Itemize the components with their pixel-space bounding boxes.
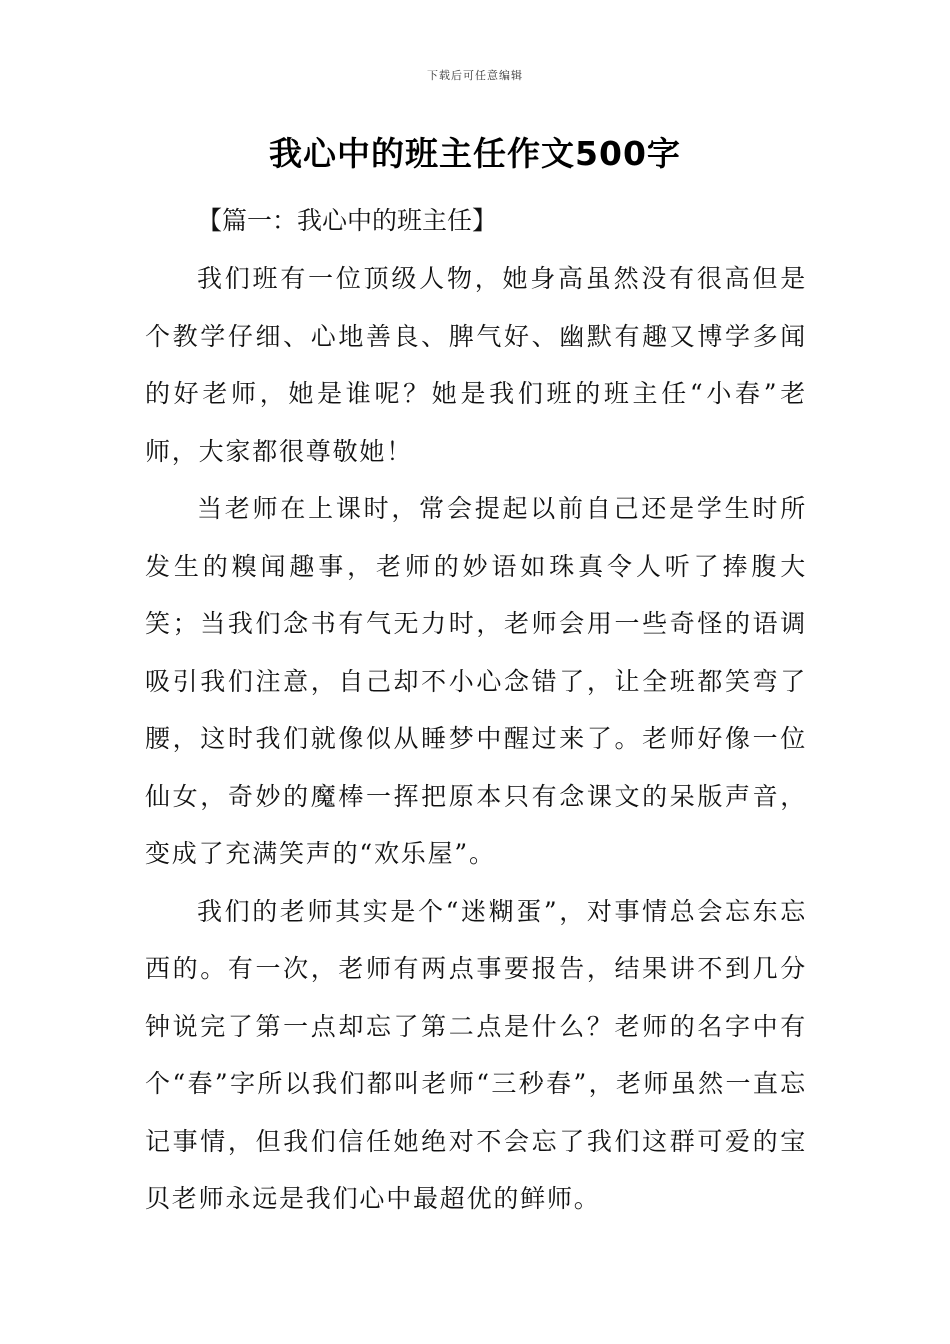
paragraph-3: 我们的老师其实是个“迷糊蛋”，对事情总会忘东忘西的。有一次，老师有两点事要报告，结果讲不到几分钟说完了第一点却忘了第二点是什么？老师的名字中有个“春”字所以我们都叫老师“三秒春”，老师虽然一直忘记事情，但我们信任她绝对不会忘了我们这群可爱的宝贝老师永远是我们心中最超优的鲜师。 — [145, 896, 807, 1213]
section-heading: 【篇一：我心中的班主任】 — [197, 206, 498, 235]
page-title: 我心中的班主任作文500字 — [269, 134, 681, 173]
paragraph-2: 当老师在上课时，常会提起以前自己还是学生时所发生的糗闻趣事，老师的妙语如珠真令人听了捧腹大笑；当我们念书有气无力时，老师会用一些奇怪的语调吸引我们注意，自己却不小心念错了，让全班都笑弯了腰，这时我们就像似从睡梦中醒过来了。老师好像一位仙女，奇妙的魔棒一挥把原本只有念课文的呆版声音，变成了充满笑声的“欢乐屋”。 — [145, 494, 807, 868]
document-body — [145, 192, 807, 1228]
paragraph-1: 我们班有一位顶级人物，她身高虽然没有很高但是个教学仔细、心地善良、脾气好、幽默有趣又博学多闻的好老师，她是谁呢？她是我们班的班主任“小春”老师，大家都很尊敬她！ — [145, 264, 807, 466]
header-note: 下载后可任意编辑 — [427, 69, 523, 82]
